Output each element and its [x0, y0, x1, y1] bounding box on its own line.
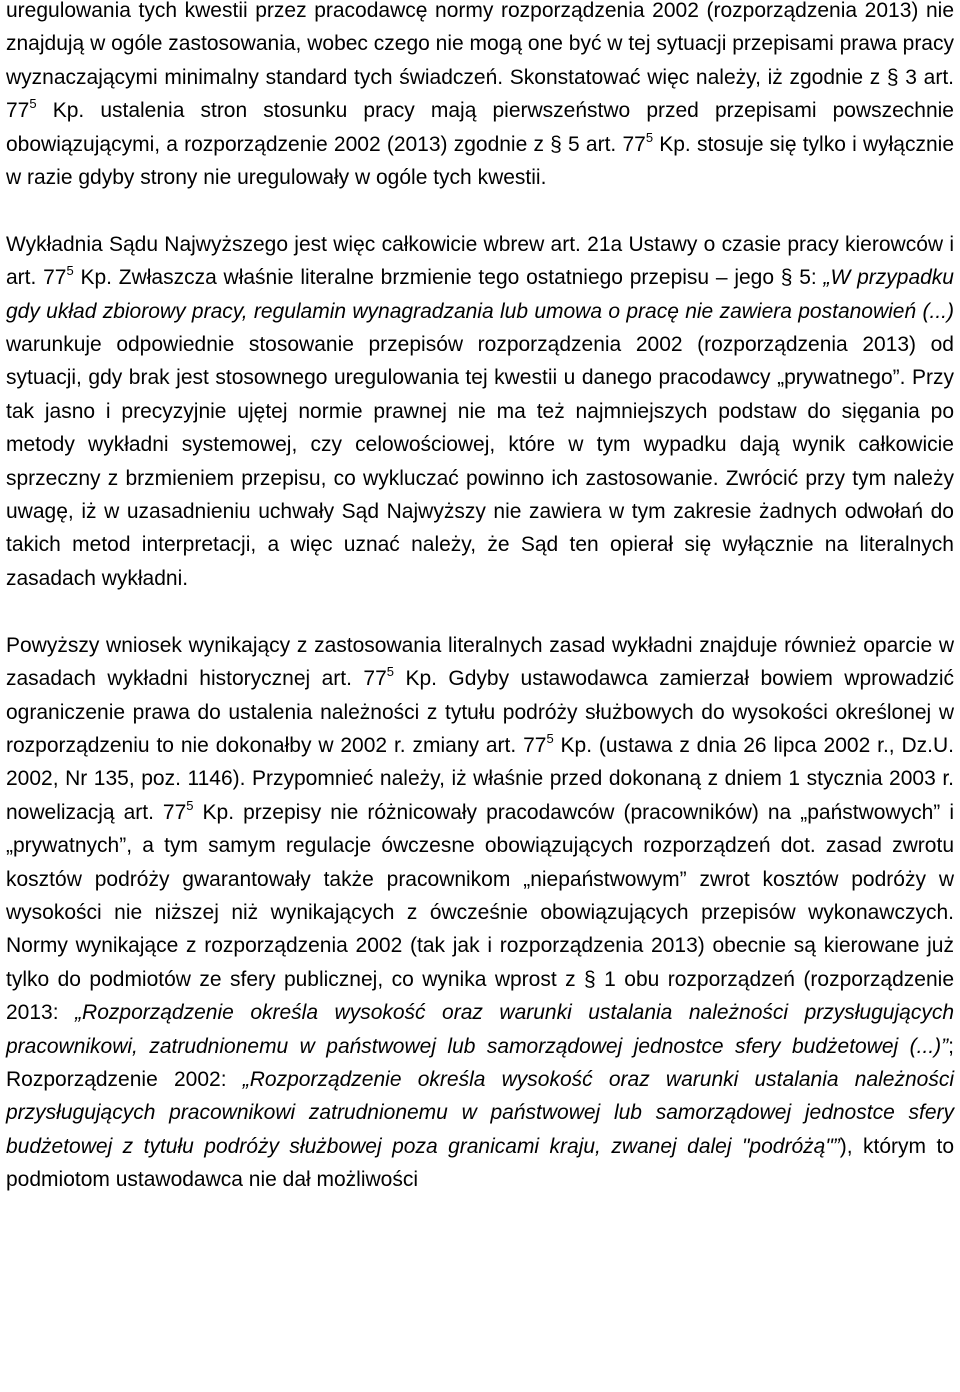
text-run: uregulowania tych kwestii przez pracodawcę normy rozporządzenia 2002 (rozporządzenia 2013) nie znajdują w ogóle zastosowania, wobec czego nie mogą one być w tej sytuacji przepisami prawa pracy wyznaczającymi minimalny standard tych świadczeń. Skonstatować więc należy, iż zgodnie z § 3 art. 77 [6, 0, 954, 123]
superscript-text: 5 [645, 129, 654, 145]
segment [386, 664, 394, 690]
text-run: Kp. przepisy nie różnicowały pracodawców (pracowników) na „państwowych” i „prywatnych”, a tym samym regulacje ówczesne obowiązujących rozporządzeń dot. zasad zwrotu kosztów podróży gwarantowały także pracownikom „niepaństwowym” zwrot kosztów podróży w wysokości nie niższej niż wynikających z ówcześnie obowiązujących przepisów wykonawczych. Normy wynikające z rozporządzenia 2002 (tak jak i rozporządzenia 2013) obecnie są kierowane już tylko do podmiotów ze sfery publicznej, co wynika wprost z § 1 obu rozporządzeń (rozporządzenie 2013: [6, 800, 954, 1025]
quoted-italic-text: „Rozporządzenie określa wysokość oraz warunki ustalania należności przysługujących pracownikowi zatrudnionemu w państwowej lub samorządowej jednostce sfery budżetowej z tytułu podróży służbowej poza granicami kraju, zwanej dalej "podróżą"” [6, 1067, 955, 1158]
text-run: ), którym to podmiotom ustawodawca nie dał możliwości [6, 1134, 954, 1192]
paragraph-3 [6, 629, 954, 1197]
quoted-italic-text: „Rozporządzenie określa wysokość oraz warunki ustalania należności przysługujących pracownikowi, zatrudnionemu w państwowej lub samorządowej jednostce sfery budżetowej (...)” [6, 1001, 954, 1058]
text-run: Kp. stosuje się tylko i wyłącznie w razie gdyby strony nie uregulowały w ogóle tych kwestii. [6, 132, 954, 190]
segment [186, 797, 194, 824]
text-run: Kp. Gdyby ustawodawca zamierzał bowiem wprowadzić ograniczenie prawa do ustalenia należności z tytułu podróży służbowych do wysokości określonej w rozporządzeniu to nie dokonałby w 2002 r. zmiany art. 77 [6, 667, 955, 757]
segment [645, 129, 654, 156]
segment [74, 266, 824, 289]
quoted-italic-text: „W przypadku gdy układ zbiorowy pracy, regulamin wynagradzania lub umowa o pracę nie zawiera postanowień (...) [6, 266, 954, 323]
text-run: Kp. (ustawa z dnia 26 lipca 2002 r., Dz.U. 2002, Nr 135, poz. 1146). Przypomnieć należy, iż właśnie przed dokonaną z dniem 1 stycznia 2003 r. nowelizacją art. 77 [6, 733, 954, 824]
text-run: Powyższy wniosek wynikający z zastosowania literalnych zasad wykładni znajduje również oparcie w zasadach wykładni historycznej art. 77 [6, 633, 954, 691]
superscript-text: 5 [546, 730, 554, 746]
superscript-text: 5 [386, 664, 394, 680]
segment [66, 263, 74, 289]
paragraph-gap [6, 595, 954, 628]
paragraph-2 [6, 228, 954, 595]
text-run: Wykładnia Sądu Najwyższego jest więc całkowicie wbrew art. 21a Ustawy o czasie pracy kierowców i art. 77 [6, 232, 954, 290]
text-run: Kp. Zwłaszcza właśnie literalne brzmienie tego ostatniego przepisu – jego § 5: [73, 266, 824, 290]
segment [6, 801, 954, 1024]
superscript-text: 5 [29, 96, 37, 112]
paragraph-gap [6, 194, 954, 227]
segment [546, 730, 554, 757]
text-run: warunkuje odpowiednie stosowanie przepisów rozporządzenia 2002 (rozporządzenia 2013) od sytuacji, gdy brak jest stosownego uregulowania tej kwestii u danego pracodawcy „prywatnego”. Przy tak jasno i precyzyjnie ujętej normie prawnej nie ma też najmniejszych podstaw do sięgania po metody wykładni systemowej, czy celowościowej, które w tym wypadku dają wynik całkowicie sprzeczny z brzmieniem przepisu, co wykluczać powinno ich zastosowanie. Zwrócić przy tym należy uwagę, iż w uzasadnieniu uchwały Sąd Najwyższy nie zawiera w tym zakresie żadnych odwołań do takich metod interpretacji, a więc uznać należy, że Sąd ten opierał się wyłącznie na literalnych zasadach wykładni. [6, 333, 954, 590]
text-run: Kp. ustalenia stron stosunku pracy mają pierwszeństwo przed przepisami powszechnie obowiązującymi, a rozporządzenie 2002 (2013) zgodnie z § 5 art. 77 [6, 99, 954, 156]
text-run: ; Rozporządzenie 2002: [6, 1034, 954, 1091]
document-page [6, 0, 954, 1197]
superscript-text: 5 [186, 797, 194, 813]
paragraph-1 [6, 0, 954, 194]
segment [6, 333, 954, 590]
segment [6, 1001, 954, 1057]
segment [29, 96, 37, 122]
superscript-text: 5 [66, 263, 74, 279]
